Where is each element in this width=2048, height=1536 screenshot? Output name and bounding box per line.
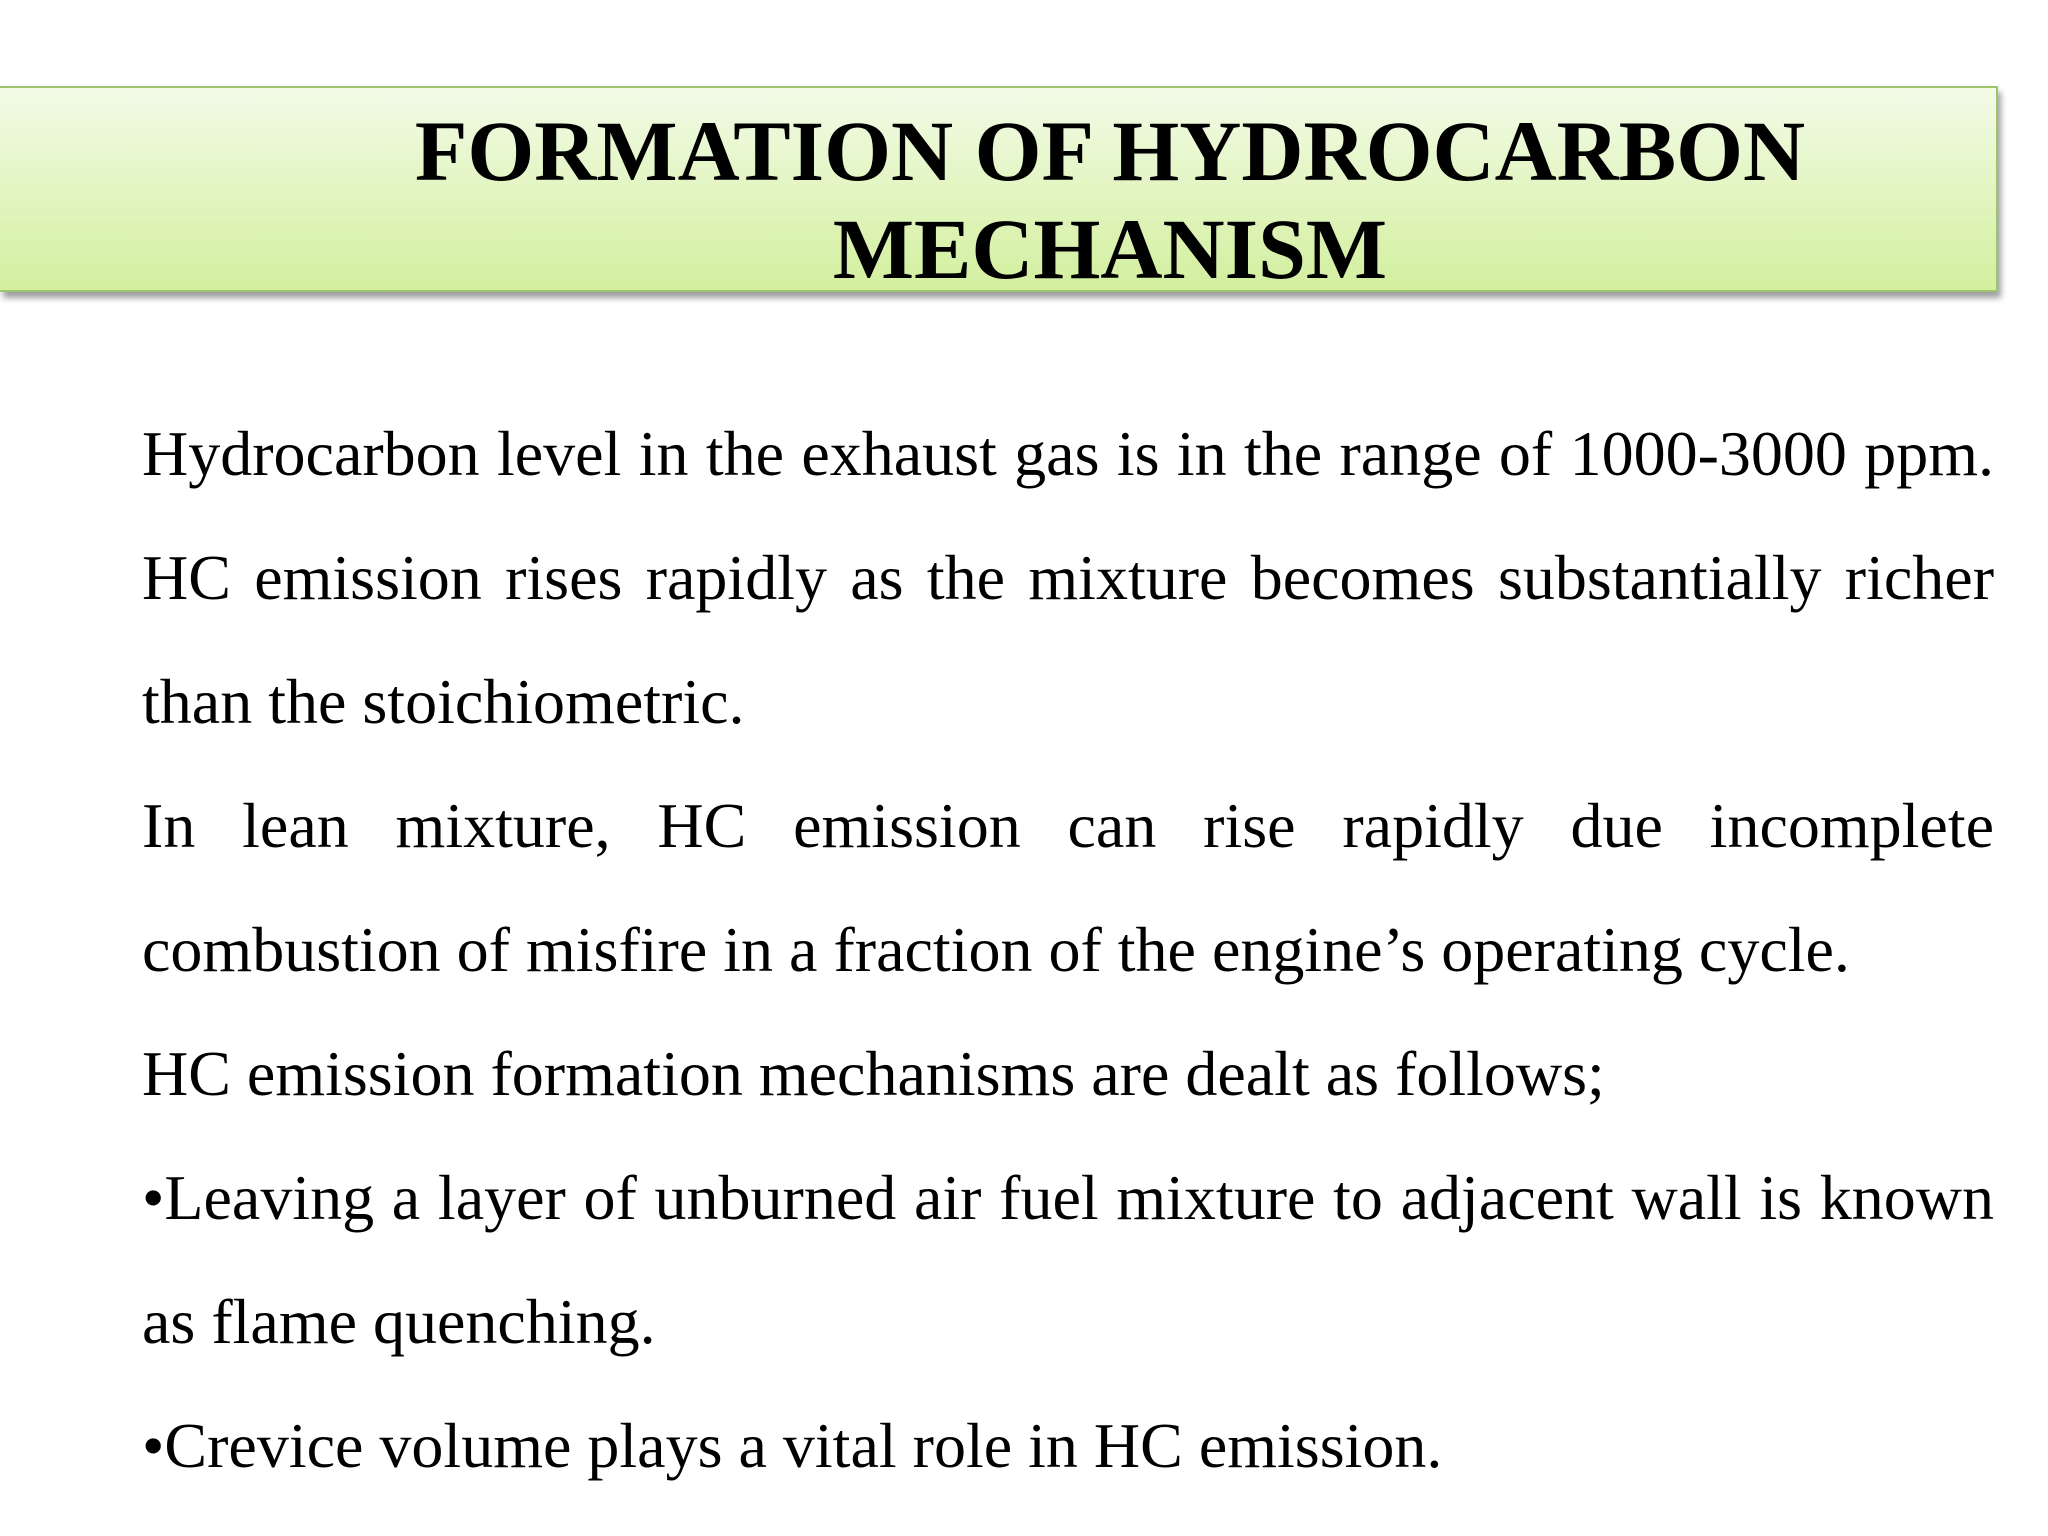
title-banner [0, 86, 1998, 297]
slide-title [300, 102, 1920, 298]
slide-body [142, 392, 1994, 1508]
paragraph-mechanisms-intro: HC emission formation mechanisms are dealt as follows; [142, 1038, 1605, 1109]
paragraph-lean-mixture: In lean mixture, HC emission can rise rapidly due incomplete combustion of misfire in a fraction of the engine’s operating cycle. [142, 790, 1994, 985]
bullet-flame-quenching: •Leaving a layer of unburned air fuel mixture to adjacent wall is known as flame quenching. [142, 1162, 1994, 1357]
bullet-crevice-volume: •Crevice volume plays a vital role in HC emission. [142, 1410, 1443, 1481]
slide-title-line-2: MECHANISM [832, 201, 1388, 297]
paragraph-hc-level: Hydrocarbon level in the exhaust gas is in the range of 1000-3000 ppm. HC emission rises rapidly as the mixture becomes substantially richer than the stoichiometric. [142, 418, 1994, 737]
slide-title-line-1: FORMATION OF HYDROCARBON [414, 103, 1806, 199]
